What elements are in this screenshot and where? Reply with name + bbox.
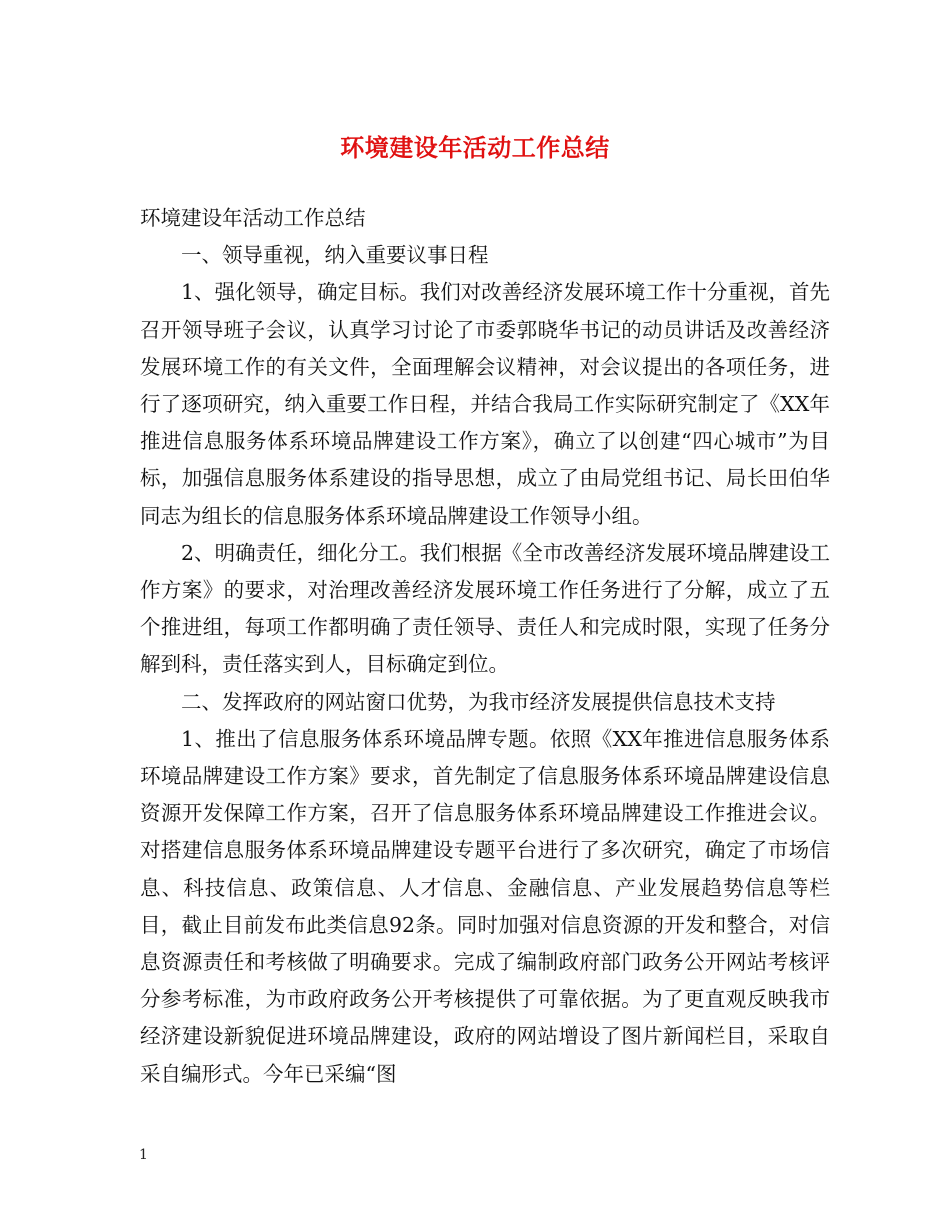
document-body bbox=[140, 200, 830, 1093]
section-heading-1: 一、领导重视，纳入重要议事日程 bbox=[181, 243, 489, 268]
paragraph: 2、明确责任，细化分工。我们根据《全市改善经济发展环境品牌建设工作方案》的要求，对治理改善经济发展环境工作任务进行了分解，成立了五个推进组，每项工作都明确了责任领导、责任人和完成时限，实现了任务分解到科，责任落实到人，目标确定到位。 bbox=[140, 540, 830, 677]
page-number: 1 bbox=[139, 1147, 148, 1163]
document-title: 环境建设年活动工作总结 bbox=[340, 133, 610, 162]
paragraph: 1、推出了信息服务体系环境品牌专题。依照《XX年推进信息服务体系环境品牌建设工作方案》要求，首先制定了信息服务体系环境品牌建设信息资源开发保障工作方案，召开了信息服务体系环境品牌建设工作推进会议。对搭建信息服务体系环境品牌建设专题平台进行了多次研究，确定了市场信息、科技信息、政策信息、人才信息、金融信息、产业发展趋势信息等栏目，截止目前发布此类信息92条。同时加强对信息资源的开发和整合，对信息资源责任和考核做了明确要求。完成了编制政府部门政务公开网站考核评分参考标准，为市政府政务公开考核提供了可靠依据。为了更直观反映我市经济建设新貌促进环境品牌建设，政府的网站增设了图片新闻栏目，采取自采自编形式。今年已采编“图 bbox=[140, 726, 830, 1086]
paragraph-heading: 环境建设年活动工作总结 bbox=[140, 206, 366, 230]
section-heading-2: 二、发挥政府的网站窗口优势，为我市经济发展提供信息技术支持 bbox=[181, 689, 776, 714]
paragraph: 1、强化领导，确定目标。我们对改善经济发展环境工作十分重视，首先召开领导班子会议，认真学习讨论了市委郭晓华书记的动员讲话及改善经济发展环境工作的有关文件，全面理解会议精神，对会议提出的各项任务，进行了逐项研究，纳入重要工作日程，并结合我局工作实际研究制定了《XX年推进信息服务体系环境品牌建设工作方案》，确立了以创建“四心城市”为目标，加强信息服务体系建设的指导思想，成立了由局党组书记、局长田伯华同志为组长的信息服务体系环境品牌建设工作领导小组。 bbox=[140, 280, 830, 528]
